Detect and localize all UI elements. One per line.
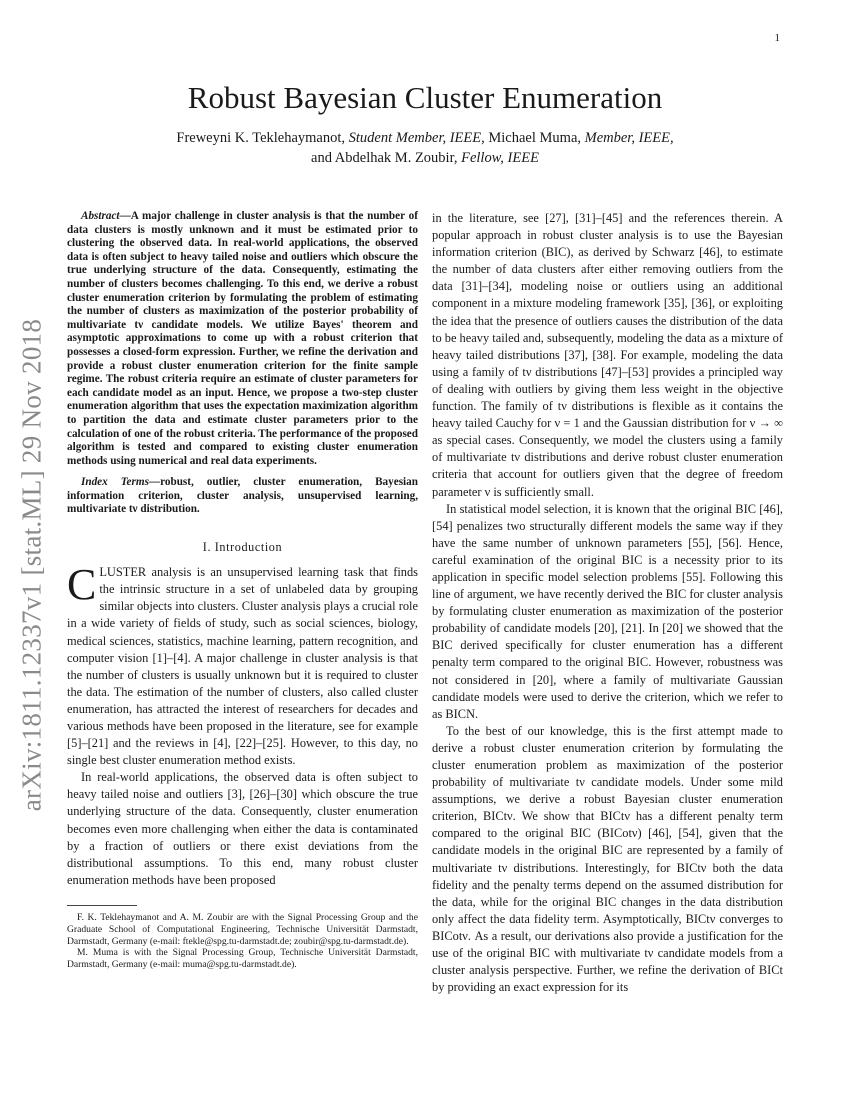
abstract-dash: — (119, 210, 131, 222)
intro-paragraph-1 (67, 560, 418, 769)
abstract (67, 210, 418, 468)
index-terms-dash: — (148, 476, 161, 489)
footnote-divider (67, 905, 137, 906)
abstract-label: Abstract (81, 210, 120, 222)
author-line-2 (70, 148, 780, 168)
paper-title: Robust Bayesian Cluster Enumeration (187, 80, 663, 115)
author-affiliation: Fellow, IEEE (461, 150, 539, 166)
intro-paragraph-2: In real-world applications, the observed data is often subject to heavy tailed noise and outliers [3], [26]–[30] which obscure the true underlying structure of the data. Consequently, cluster enumeration becomes even more challenging when either the data is contaminated by a fraction of outliers or there exist deviations from the distributional assumptions. To this end, many robust cluster enumeration methods have been proposed (67, 770, 418, 887)
author-name: Freweyni K. Teklehaymanot, (176, 130, 349, 146)
footnote-affiliation-1: F. K. Teklehaymanot and A. M. Zoubir are with the Signal Processing Group and the Graduate School of Computational Engineering, Technische Universität Darmstadt, Darmstadt, Germany (e-mail: ftekle@spg.tu-darmstadt.de; zoubir@spg.tu-darmstadt.de). (67, 911, 418, 947)
arxiv-side-stamp (6, 255, 58, 875)
drop-cap: C (67, 560, 97, 610)
author-list (70, 128, 780, 168)
author-affiliation: Member, IEEE, (584, 130, 674, 146)
body-paragraph-contribution: To the best of our knowledge, this is the first attempt made to derive a robust cluster enumeration criterion by formulating the cluster enumeration problem as maximization of the posterior probability of multivariate tν candidate models. Under some mild assumptions, we derive a robust Bayesian cluster enumeration criterion, BICtν. We show that BICtν has a different penalty term compared to the original BIC (BICotν) [46], [54], given that the candidate models in the original BIC are represented by a family of multivariate tν distributions. Interestingly, for BICtν both the data fidelity and the penalty terms depend on the assumed distribution for the data, while for the original BIC changes in the data distribution only affect the data fidelity term. Asymptotically, BICtν converges to BICotν. As a result, our derivations also provide a justification for the use of the original BIC with multivariate tν candidate models from a cluster analysis perspective. Further, we refine the derivation of BICt by providing an exact expression for its (432, 723, 783, 995)
body-paragraph-continued: in the literature, see [27], [31]–[45] and the references therein. A popular approach in robust cluster analysis is to use the Bayesian information criterion (BIC), as derived by Schwarz [46], to estimate the number of data clusters after either removing outliers from the data [31]–[34], modeling noise or outliers using an additional component in a mixture modeling framework [35], [36], or exploiting the idea that the presence of outliers causes the distribution of the data to be heavy tailed and, subsequently, modeling the data as a mixture of heavy tailed distributions [37], [38]. For example, modeling the data using a family of tν distributions [47]–[53] provides a principled way of dealing with outliers by giving them less weight in the objective function. The family of tν distributions is flexible as it contains the heavy tailed Cauchy for ν = 1 and the Gaussian distribution for ν → ∞ as special cases. Consequently, we model the clusters using a family of multivariate tν distributions and derive robust cluster enumeration criteria that account for outliers given that the degree of freedom parameter ν is sufficiently small. (432, 211, 783, 499)
author-name: Michael Muma, (484, 130, 585, 146)
index-terms-label: Index Terms (81, 476, 149, 489)
right-column (432, 210, 783, 996)
footnote-affiliation-2: M. Muma is with the Signal Processing Group, Technische Universität Darmstadt, Darmstadt, Germany (e-mail: muma@spg.tu-darmstadt.de). (67, 947, 418, 971)
title-block (70, 80, 780, 168)
abstract-text: A major challenge in cluster analysis is that the number of data clusters is mostly unknown and it must be estimated prior to clustering the observed data. In real-world applications, the observed data is often subject to heavy tailed noise and outliers which obscure the true underlying structure of the data. Consequently, estimating the number of clusters becomes challenging. To this end, we derive a robust cluster enumeration criterion by formulating the problem of estimating the number of clusters as maximization of the posterior probability of multivariate tν candidate models. We utilize Bayes' theorem and asymptotic approximations to come up with a robust criterion that possesses a closed-form expression. Further, we refine the derivation and provide a robust cluster enumeration criterion for the finite sample regime. The robust criteria require an estimate of cluster parameters for each candidate model as an input. Hence, we propose a two-step cluster enumeration algorithm that uses the expectation maximization algorithm to partition the data and estimate cluster parameters prior to the calculation of one of the robust criteria. The performance of the proposed algorithm is tested and compared to existing cluster enumeration methods using numerical and real data experiments. (67, 210, 418, 467)
body-paragraph-model-selection: In statistical model selection, it is known that the original BIC [46], [54] penalizes two structurally different models the same way if they have the same number of unknown parameters [55], [56]. Hence, careful examination of the original BIC is a necessity prior to its application in specific model selection problems [55]. Following this line of argument, we have recently derived the BIC for cluster analysis by formulating cluster enumeration as maximization of the posterior probability of candidate models [20], [21]. In [20] we showed that the BIC derived specifically for cluster enumeration has a different penalty term compared to the original BIC. However, robustness was not considered in [20], where a family of multivariate Gaussian candidate models were used to derive the criterion, which we refer to as BICN. (432, 501, 783, 721)
intro-paragraph-1-text: LUSTER analysis is an unsupervised learning task that finds the intrinsic structure in a set of unlabeled data by grouping similar objects into clusters. Cluster analysis plays a crucial role in a wide variety of fields of study, such as social sciences, biology, medical sciences, statistics, machine learning, pattern recognition, and computer vision [1]–[4]. A major challenge in cluster analysis is that the number of clusters is usually unknown but it is required to cluster the data. The estimation of the number of clusters, also called cluster enumeration, has attracted the interest of researchers for decades and various methods have been proposed in the literature, see for example [5]–[21] and the reviews in [4], [22]–[25]. However, to this day, no single best cluster enumeration method exists. (67, 565, 418, 768)
left-column (67, 210, 418, 971)
index-terms-text: robust, outlier, cluster enumeration, Bayesian information criterion, cluster analysis, unsupervised learning, multivariate tν distribution. (67, 476, 418, 516)
section-heading-introduction: I. Introduction (202, 540, 283, 555)
author-affiliation: Student Member, IEEE, (348, 130, 485, 146)
author-line-1 (70, 128, 780, 148)
index-terms (67, 476, 418, 517)
page-number: 1 (774, 32, 780, 44)
author-name: and Abdelhak M. Zoubir, (311, 150, 462, 166)
arxiv-identifier: arXiv:1811.12337v1 [stat.ML] 29 Nov 2018 (16, 318, 47, 812)
